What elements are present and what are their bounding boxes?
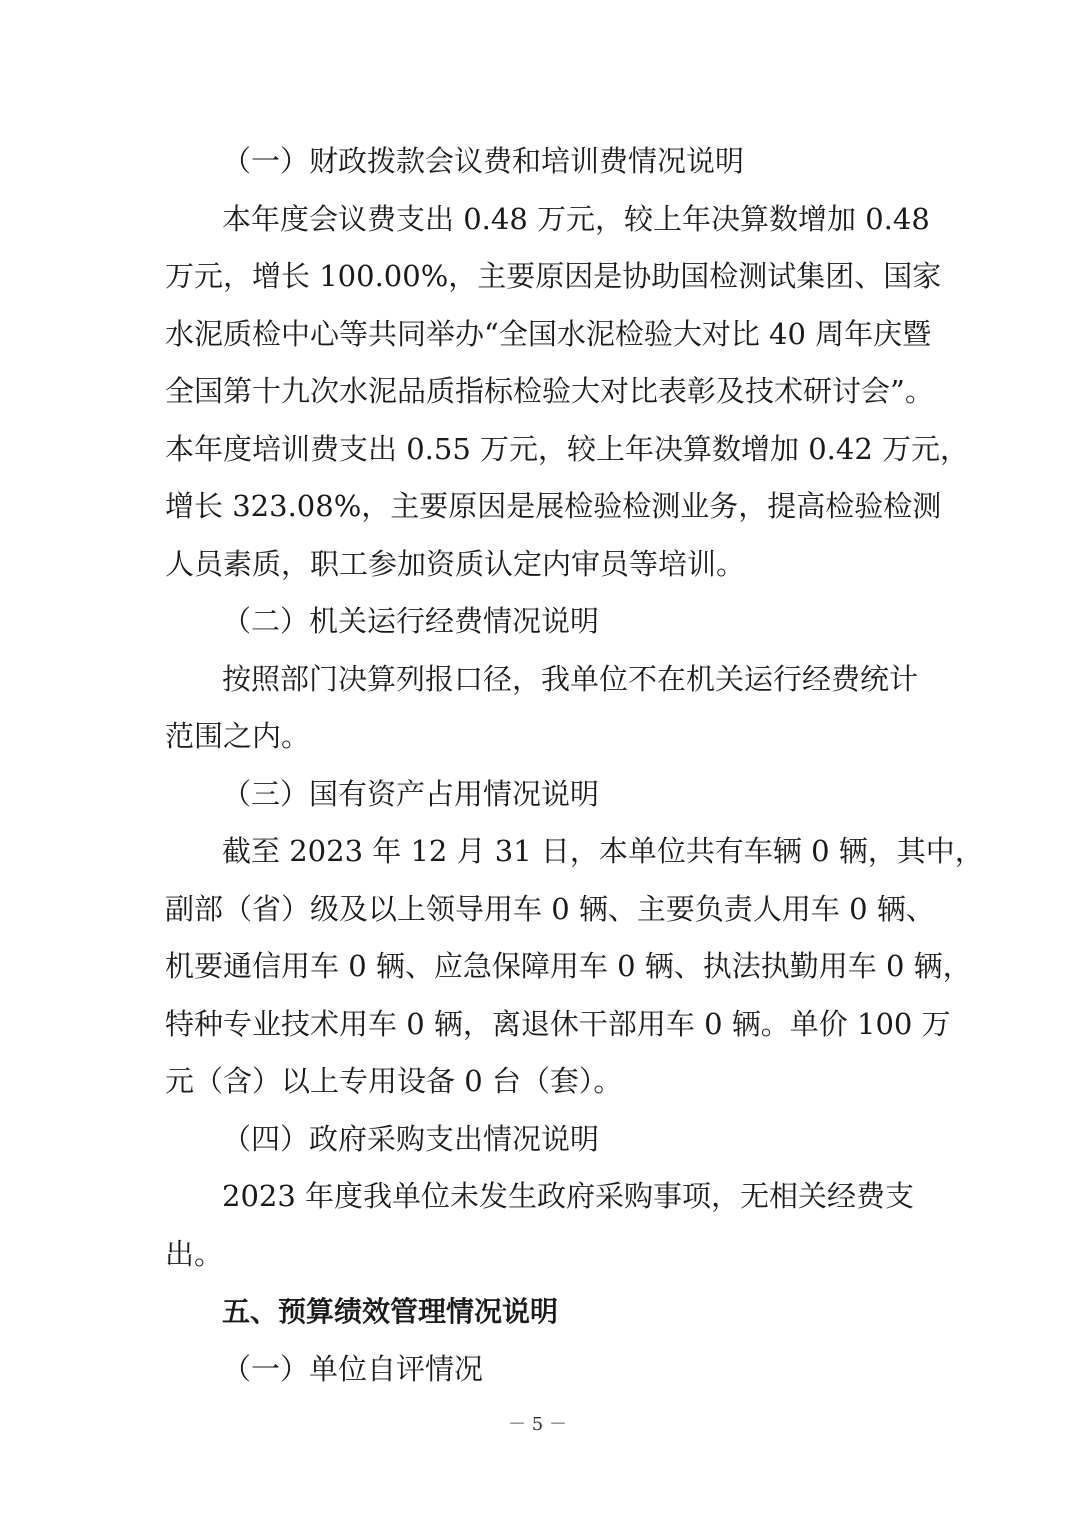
paragraph-line: 范围之内。 bbox=[165, 719, 311, 753]
paragraph-line: 2023 年度我单位未发生政府采购事项，无相关经费支 bbox=[222, 1179, 915, 1213]
paragraph-line: 万元，增长 100.00%，主要原因是协助国检测试集团、国家 bbox=[165, 259, 942, 293]
paragraph-line: 水泥质检中心等共同举办“全国水泥检验大对比 40 周年庆暨 bbox=[165, 316, 932, 351]
section-heading-operating-funds: （二）机关运行经费情况说明 bbox=[222, 604, 600, 638]
paragraph-line: 出。 bbox=[165, 1236, 224, 1271]
paragraph-line: 特种专业技术用车 0 辆，离退休干部用车 0 辆。单价 100 万 bbox=[165, 1006, 951, 1041]
paragraph-line: 按照部门决算列报口径，我单位不在机关运行经费统计 bbox=[222, 661, 919, 696]
paragraph-line: 本年度会议费支出 0.48 万元，较上年决算数增加 0.48 bbox=[222, 201, 930, 236]
paragraph-line: 人员素质，职工参加资质认定内审员等培训。 bbox=[165, 546, 746, 581]
paragraph-line: 副部（省）级及以上领导用车 0 辆、主要负责人用车 0 辆、 bbox=[165, 891, 935, 926]
paragraph-line: 本年度培训费支出 0.55 万元，较上年决算数增加 0.42 万元， bbox=[165, 431, 970, 466]
paragraph-line: 机要通信用车 0 辆、应急保障用车 0 辆、执法执勤用车 0 辆， bbox=[165, 949, 972, 983]
section-heading-procurement: （四）政府采购支出情况说明 bbox=[222, 1121, 600, 1156]
paragraph-line: 全国第十九次水泥品质指标检验大对比表彰及技术研讨会”。 bbox=[165, 374, 934, 408]
paragraph-line: 增长 323.08%，主要原因是展检验检测业务，提高检验检测 bbox=[165, 489, 942, 523]
section-heading-performance: 五、预算绩效管理情况说明 bbox=[222, 1295, 559, 1328]
page-number: － 5 － bbox=[508, 1414, 567, 1435]
section-heading-self-evaluation: （一）单位自评情况 bbox=[222, 1351, 484, 1386]
document-body bbox=[165, 133, 984, 1398]
paragraph-line: 截至 2023 年 12 月 31 日，本单位共有车辆 0 辆，其中， bbox=[222, 834, 984, 868]
paragraph-line: 元（含）以上专用设备 0 台（套）。 bbox=[165, 1064, 623, 1098]
section-heading-state-assets: （三）国有资产占用情况说明 bbox=[222, 776, 600, 811]
section-heading-meeting-training: （一）财政拨款会议费和培训费情况说明 bbox=[222, 144, 745, 178]
